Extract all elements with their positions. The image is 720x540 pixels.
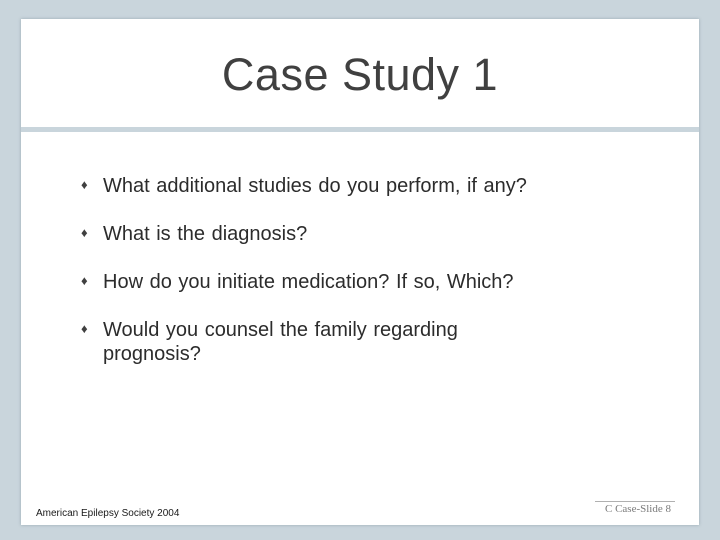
bullet-item — [79, 222, 669, 246]
bullet-text: Would you counsel the family regarding prognosis? — [103, 319, 458, 365]
bullet-item — [79, 318, 533, 366]
bullet-diamond-icon: ♦ — [81, 273, 88, 288]
bullet-list — [79, 174, 669, 390]
bullet-text: What is the diagnosis? — [103, 223, 308, 245]
bullet-text: What additional studies do you perform, if any? — [103, 175, 527, 197]
bullet-text: How do you initiate medication? If so, Which? — [103, 271, 514, 293]
footer-divider — [595, 501, 675, 502]
footer-credit: American Epilepsy Society 2004 — [36, 508, 180, 519]
slide-title: Case Study 1 — [221, 49, 499, 100]
slide-number: C Case-Slide 8 — [605, 503, 671, 515]
bullet-item — [79, 270, 669, 294]
title-area — [21, 19, 699, 127]
slide — [21, 19, 699, 525]
bullet-diamond-icon: ♦ — [81, 321, 88, 336]
title-divider — [21, 127, 699, 132]
bullet-item — [79, 174, 669, 198]
bullet-diamond-icon: ♦ — [81, 177, 88, 192]
bullet-diamond-icon: ♦ — [81, 225, 88, 240]
